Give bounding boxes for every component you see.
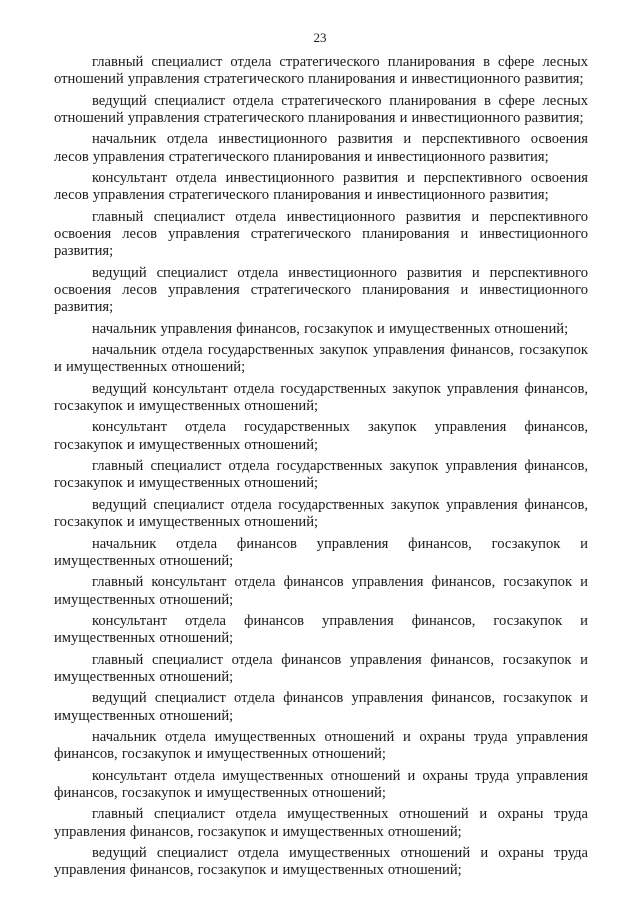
paragraph: главный специалист отдела инвестиционного развития и перспективного освоения лесов управления стратегического планирования и инвестиционного развития; [54, 208, 588, 260]
paragraph: консультант отдела государственных закупок управления финансов, госзакупок и имущественных отношений; [54, 419, 588, 453]
paragraph: ведущий специалист отдела инвестиционного развития и перспективного освоения лесов управления стратегического планирования и инвестиционного развития; [54, 264, 588, 316]
paragraph: главный специалист отдела имущественных отношений и охраны труда управления финансов, госзакупок и имущественных отношений; [54, 806, 588, 840]
paragraph: начальник управления финансов, госзакупок и имущественных отношений; [92, 320, 569, 337]
paragraph: ведущий специалист отдела имущественных отношений и охраны труда управления финансов, госзакупок и имущественных отношений; [54, 845, 588, 879]
paragraph: консультант отдела инвестиционного развития и перспективного освоения лесов управления стратегического планирования и инвестиционного развития; [54, 170, 588, 204]
paragraph: начальник отдела финансов управления финансов, госзакупок и имущественных отношений; [54, 535, 588, 569]
paragraph: ведущий консультант отдела государственных закупок управления финансов, госзакупок и имущественных отношений; [54, 380, 588, 415]
paragraph: консультант отдела финансов управления финансов, госзакупок и имущественных отношений; [54, 612, 588, 647]
paragraph: консультант отдела имущественных отношений и охраны труда управления финансов, госзакупок и имущественных отношений; [54, 767, 588, 801]
paragraph: главный специалист отдела государственных закупок управления финансов, госзакупок и имущественных отношений; [54, 458, 588, 492]
paragraph: начальник отдела инвестиционного развития и перспективного освоения лесов управления стратегического планирования и инвестиционного развития; [54, 131, 588, 165]
paragraph: начальник отдела имущественных отношений и охраны труда управления финансов, госзакупок и имущественных отношений; [54, 728, 588, 763]
paragraph: главный консультант отдела финансов управления финансов, госзакупок и имущественных отношений; [54, 574, 588, 608]
paragraph: ведущий специалист отдела стратегического планирования в сфере лесных отношений управления стратегического планирования и инвестиционного развития; [54, 92, 588, 126]
paragraph: ведущий специалист отдела государственных закупок управления финансов, госзакупок и имущественных отношений; [54, 496, 588, 531]
paragraph: ведущий специалист отдела финансов управления финансов, госзакупок и имущественных отношений; [54, 690, 588, 724]
paragraph: начальник отдела государственных закупок управления финансов, госзакупок и имущественных отношений; [54, 342, 588, 376]
paragraph: главный специалист отдела стратегического планирования в сфере лесных отношений управления стратегического планирования и инвестиционного развития; [54, 54, 588, 88]
document-body [54, 54, 588, 884]
page-number: 23 [313, 30, 327, 45]
paragraph: главный специалист отдела финансов управления финансов, госзакупок и имущественных отношений; [54, 651, 588, 685]
